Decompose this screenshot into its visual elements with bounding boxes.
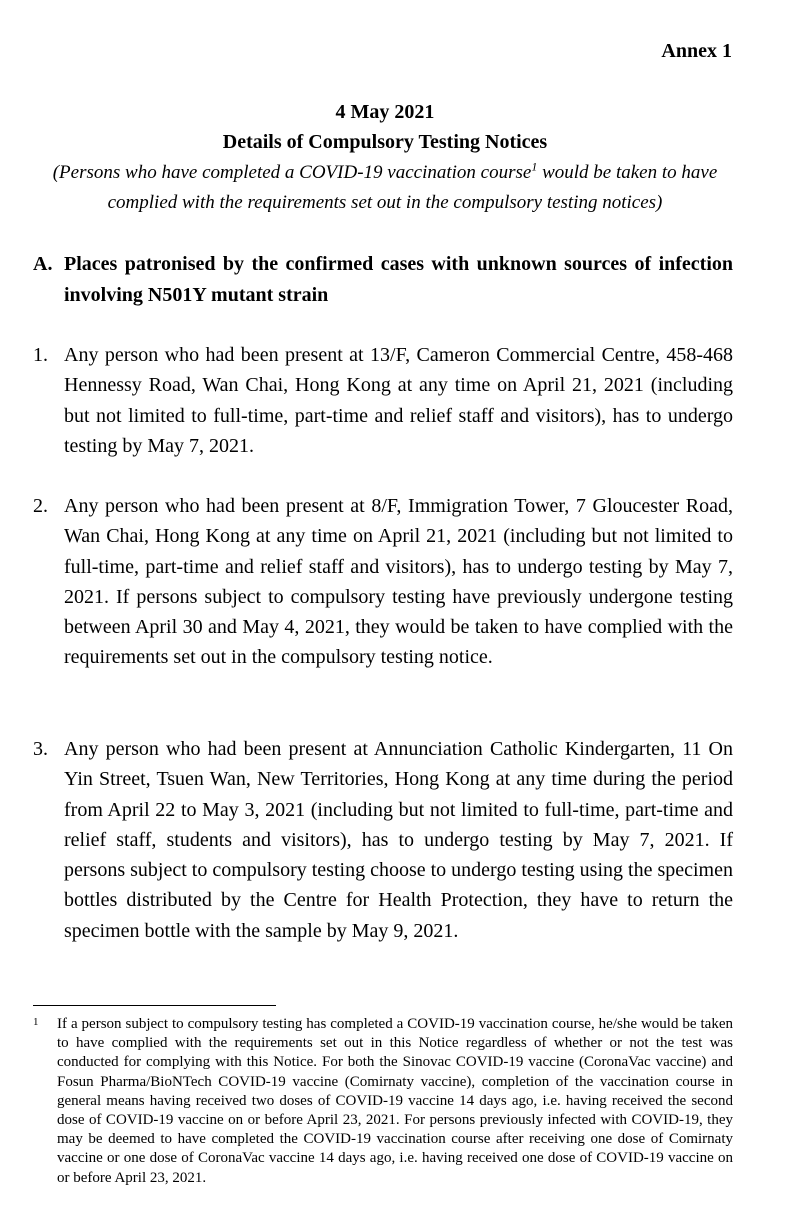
list-item-number: 1. — [33, 344, 48, 366]
subtitle-text-start: (Persons who have completed a COVID-19 vaccination course — [52, 162, 532, 183]
annex-label: Annex 1 — [661, 40, 732, 62]
document-date: 4 May 2021 — [335, 101, 435, 123]
list-item-text: Any person who had been present at Annunciation Catholic Kindergarten, 11 On Yin Street, Tsuen Wan, New Territories, Hong Kong at any time during the period from April 22 to May 3, 2021 (including but not limited to full-time, part-time and relief staff, students and visitors), has to undergo testing by May 7, 2021. If persons subject to compulsory testing choose to undergo testing using the specimen bottles distributed by the Centre for Health Protection, they have to return the specimen bottle with the sample by May 9, 2021. — [64, 738, 733, 942]
list-item-3 — [33, 734, 733, 946]
section-letter: A. — [33, 253, 53, 275]
list-item-number: 3. — [33, 738, 48, 760]
subtitle-text-end: would be taken to have complied with the requirements set out in the compulsory testing notices) — [107, 162, 718, 213]
document-title: Details of Compulsory Testing Notices — [222, 131, 548, 153]
section-heading-text: Places patronised by the confirmed cases with unknown sources of infection involving N501Y mutant strain — [64, 253, 733, 306]
list-item-text: Any person who had been present at 8/F, Immigration Tower, 7 Gloucester Road, Wan Chai, Hong Kong at any time on April 21, 2021 (including but not limited to full-time, part-time and relief staff and visitors), has to undergo testing by May 7, 2021. If persons subject to compulsory testing have previously undergone testing between April 30 and May 4, 2021, they would be taken to have complied with the requirements set out in the compulsory testing notice. — [64, 495, 733, 669]
section-a-heading — [33, 249, 733, 311]
footnote-divider — [33, 1005, 276, 1006]
document-subtitle — [35, 158, 735, 218]
list-item-2 — [33, 491, 733, 673]
list-item-number: 2. — [33, 495, 48, 517]
list-item-text: Any person who had been present at 13/F, Cameron Commercial Centre, 458-468 Hennessy Road, Wan Chai, Hong Kong at any time on April 21, 2021 (including but not limited to full-time, part-time and relief staff and visitors), has to undergo testing by May 7, 2021. — [64, 344, 733, 457]
footnote-text: If a person subject to compulsory testing has completed a COVID-19 vaccination course, he/she would be taken to have complied with the requirements set out in this Notice regardless of whether or not the test was conducted for complying with this Notice. For both the Sinovac COVID-19 vaccine (CoronaVac vaccine) and Fosun Pharma/BioNTech COVID-19 vaccine (Comirnaty vaccine), completion of the vaccination course in general means having received two doses of COVID-19 vaccine 14 days ago, i.e. having received the second dose of COVID-19 vaccine on or before April 23, 2021. For persons previously infected with COVID-19, they may be deemed to have completed the COVID-19 vaccination course after receiving one dose of Comirnaty vaccine or one dose of CoronaVac vaccine 14 days ago, i.e. having received one dose of COVID-19 vaccine on or before April 23, 2021. — [57, 1016, 733, 1186]
footnote — [33, 1015, 733, 1188]
footnote-mark: 1 — [33, 1016, 39, 1028]
footnote-reference[interactable]: 1 — [531, 159, 538, 174]
list-item-1 — [33, 340, 733, 461]
